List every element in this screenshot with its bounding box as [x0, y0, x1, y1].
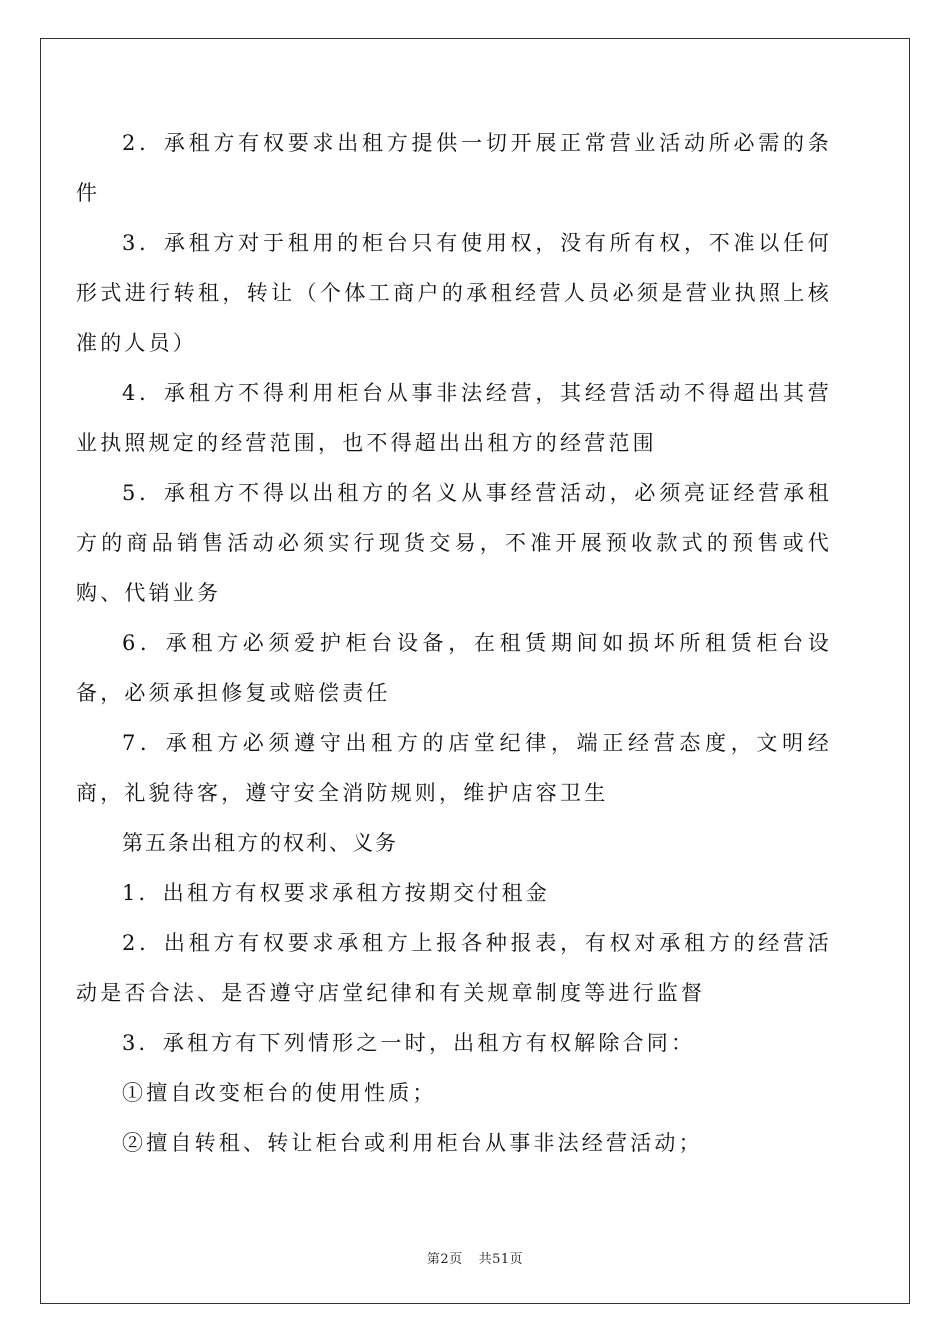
clause-circled-2: ②擅自转租、转让柜台或利用柜台从事非法经营活动； [122, 1131, 703, 1155]
paragraph-item-2: 2．承租方有权要求出租方提供一切开展正常营业活动所必需的条件 [76, 131, 832, 205]
paragraph-item-3: 3．承租方对于租用的柜台只有使用权，没有所有权，不准以任何形式进行转租，转让（个体工商户的承租经营人员必须是营业执照上核准的人员） [76, 231, 832, 355]
clause-circled-1: ①擅自改变柜台的使用性质； [122, 1081, 437, 1105]
paragraph-item-5: 5．承租方不得以出租方的名义从事经营活动，必须亮证经营承租方的商品销售活动必须实行现货交易，不准开展预收款式的预售或代购、代销业务 [76, 481, 832, 605]
section-heading: 第五条出租方的权利、义务 [122, 831, 398, 855]
page-number: 第2页 [426, 1252, 463, 1267]
paragraph-item-7: 7．承租方必须遵守出租方的店堂纪律，端正经营态度，文明经商，礼貌待客，遵守安全消防规则，维护店容卫生 [76, 731, 832, 805]
paragraph-lessor-2: 2．出租方有权要求承租方上报各种报表，有权对承租方的经营活动是否合法、是否遵守店堂纪律和有关规章制度等进行监督 [76, 931, 832, 1005]
page-footer [0, 1248, 950, 1267]
document-body [76, 118, 832, 1168]
paragraph-item-4: 4．承租方不得利用柜台从事非法经营，其经营活动不得超出其营业执照规定的经营范围，也不得超出出租方的经营范围 [76, 381, 832, 455]
paragraph-lessor-1: 1．出租方有权要求承租方按期交付租金 [122, 881, 550, 905]
paragraph-item-6: 6．承租方必须爱护柜台设备，在租赁期间如损坏所租赁柜台设备，必须承担修复或赔偿责任 [76, 631, 832, 705]
page-total: 共51页 [478, 1252, 524, 1267]
paragraph-lessor-3: 3．承租方有下列情形之一时，出租方有权解除合同： [122, 1031, 696, 1055]
